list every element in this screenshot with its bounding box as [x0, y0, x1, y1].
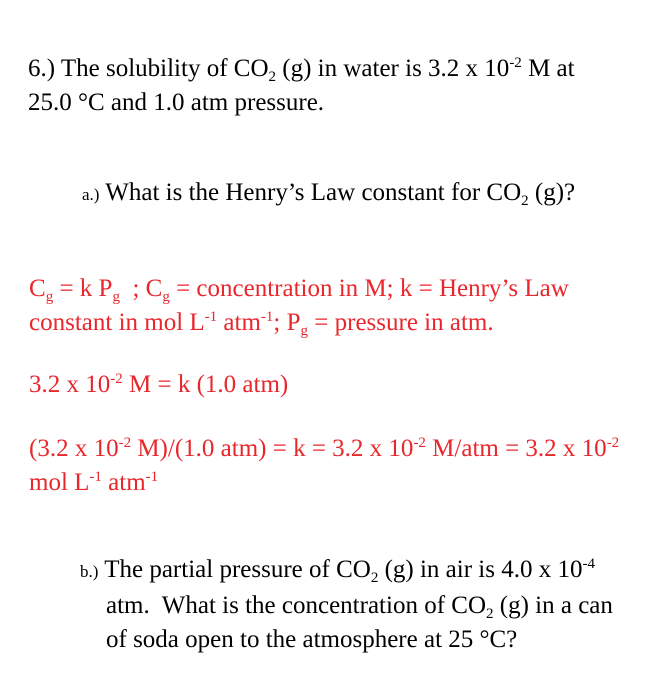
- part-b-line-2: [80, 589, 613, 623]
- subscript: 2: [268, 68, 277, 85]
- superscript: -4: [582, 555, 595, 572]
- solution-line-4: [29, 432, 619, 466]
- text-segment: 6.) The solubility of CO: [28, 55, 269, 82]
- solution-equation: [29, 368, 288, 402]
- text-segment: C: [29, 275, 46, 302]
- part-a-label: a.): [82, 185, 100, 204]
- question-6-line-2: 25.0 °C and 1.0 atm pressure.: [28, 89, 325, 116]
- part-a-line: [82, 176, 575, 212]
- subscript: 2: [370, 569, 379, 586]
- text-segment: constant in mol L: [29, 309, 205, 336]
- text-segment: atm: [101, 469, 146, 496]
- text-segment: = k P: [53, 275, 113, 302]
- solution-line-2: [29, 306, 569, 340]
- text-segment: (g)?: [528, 179, 576, 206]
- question-6-line-1: [28, 52, 575, 86]
- superscript: -1: [260, 308, 274, 325]
- superscript: -2: [118, 434, 132, 451]
- solution-line-1: [29, 272, 569, 306]
- text-segment: = pressure in atm.: [308, 309, 494, 336]
- solution-henry-law-definition: [29, 272, 569, 340]
- text-segment: What is the Henry’s Law constant for CO: [99, 179, 522, 206]
- superscript: -2: [606, 434, 620, 451]
- text-segment: M)/(1.0 atm) = k = 3.2 x 10: [131, 435, 414, 462]
- text-segment: The partial pressure of CO: [98, 556, 371, 583]
- part-b-line-3: of soda open to the atmosphere at 25 °C?: [106, 626, 518, 653]
- superscript: -2: [413, 434, 426, 451]
- text-segment: atm. What is the concentration of CO: [106, 592, 486, 619]
- superscript: -2: [110, 370, 123, 387]
- subscript: 2: [521, 192, 529, 209]
- text-segment: atm: [217, 309, 261, 336]
- text-segment: M/atm = 3.2 x 10: [425, 435, 607, 462]
- subscript: g: [45, 288, 54, 305]
- solution-line-5: [29, 466, 619, 500]
- superscript: -1: [89, 468, 102, 485]
- solution-line-3: [29, 368, 288, 402]
- subscript: g: [162, 288, 170, 305]
- text-segment: ; C: [119, 275, 163, 302]
- part-a-question: [82, 176, 575, 212]
- text-segment: (3.2 x 10: [29, 435, 119, 462]
- subscript: g: [112, 288, 120, 305]
- part-b-line-1: [80, 553, 613, 589]
- part-b-label: b.): [80, 562, 99, 581]
- subscript: g: [300, 322, 309, 339]
- solution-result: [29, 432, 619, 500]
- text-segment: (g) in a can: [493, 592, 613, 619]
- text-segment: M at: [521, 55, 575, 82]
- text-segment: = concentration in M; k = Henry’s Law: [169, 275, 569, 302]
- text-segment: ; P: [273, 309, 301, 336]
- part-b-question: [80, 553, 613, 657]
- superscript: -1: [204, 308, 218, 325]
- question-6: [28, 52, 575, 120]
- text-segment: mol L: [29, 469, 90, 496]
- text-segment: M = k (1.0 atm): [122, 371, 289, 398]
- text-segment: (g) in water is 3.2 x 10: [276, 55, 510, 82]
- text-segment: 3.2 x 10: [29, 371, 111, 398]
- superscript: -2: [509, 54, 522, 71]
- superscript: -1: [145, 468, 159, 485]
- text-segment: (g) in air is 4.0 x 10: [378, 556, 583, 583]
- subscript: 2: [486, 605, 494, 622]
